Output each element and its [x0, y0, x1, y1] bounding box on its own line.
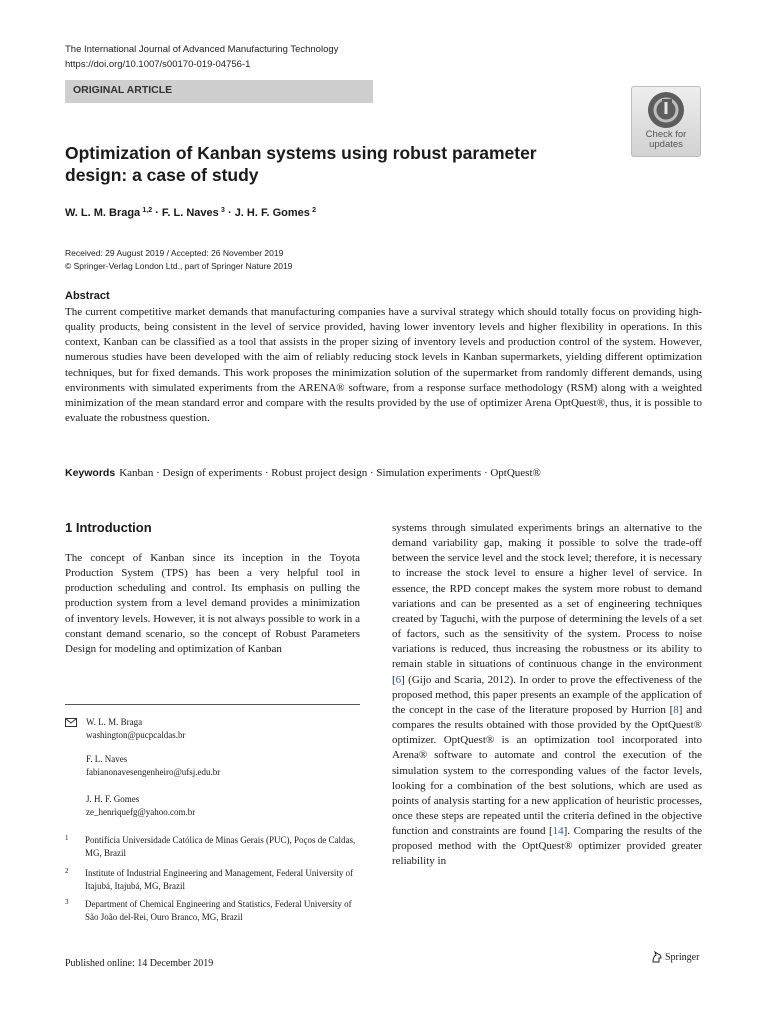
abstract-text: The current competitive market demands that manufacturing companies have a survival strategy which should totally focus on providing high-quality products, being consistent in the level of service provided, having lower inventory levels and higher flexibility in operations. In this context, Kanban can be classified as a tool that assists in the proper sizing of inventory levels and production control of the system. However, numerous studies have been developed with the aim of reliably reducing stock levels in Kanban supermarkets, yielding different optimization techniques, but for fixed demands. This work proposes the minimization solution of the supermarket from randomly different demands, using environments with simulated experiments from the ARENA® software, from a response surface methodology (RSM) along with a weighted minimization of the mean standard error and compare with the results provided by the use of optimizer Arena OptQuest®, thus, it is possible to evaluate the robustness question.	[65, 306, 702, 425]
author-affiliation-sup: 2	[312, 207, 316, 214]
footnote-divider	[65, 704, 360, 705]
correspondence-entry	[86, 753, 220, 779]
check-updates-line2: updates	[649, 139, 683, 150]
intro-left-column: The concept of Kanban since its inception in the Toyota Production System (TPS) has been a very helpful tool in production scheduling and control. Its emphasis on pulling the production system from a level demand provides a minimization of inventory levels. However, it is not always possible to work in a constant demand scenario, so the concept of Robust Parameters Design for modeling and optimization of Kanban	[65, 552, 360, 655]
intro-right-text: ] (Gijo and Scaria, 2012). In order to prove the effectiveness of the proposed method, this paper presents an example of the application of the concept in the case of the literature proposed by Hurrion [	[392, 673, 702, 716]
author-affiliation-sup: 3	[220, 207, 225, 214]
springer-logo	[651, 951, 699, 963]
correspondent-name: J. H. F. Gomes	[86, 794, 140, 804]
correspondent-name: W. L. M. Braga	[86, 717, 143, 727]
affiliation-text: Pontifícia Universidade Católica de Minas Gerais (PUC), Poços de Caldas, MG, Brazil	[85, 835, 356, 858]
author-separator: ·	[155, 207, 159, 219]
author-name[interactable]: W. L. M. Braga	[65, 207, 141, 219]
keywords	[65, 467, 702, 479]
paper-title	[65, 142, 565, 186]
check-for-updates-badge[interactable]	[631, 86, 701, 157]
envelope-icon	[65, 718, 77, 727]
intro-right-text: ]. Comparing the results of the proposed method with the OptQuest® optimizer provided greater reliability in	[392, 825, 702, 868]
correspondent-email[interactable]: ze_henriquefg@yahoo.com.br	[86, 807, 196, 817]
abstract-heading: Abstract	[65, 290, 110, 302]
correspondent-name: F. L. Naves	[86, 754, 128, 764]
citation-link[interactable]: 8	[673, 703, 679, 716]
doi-link[interactable]: https://doi.org/10.1007/s00170-019-04756-1	[65, 59, 251, 70]
copyright-line: © Springer-Verlag London Ltd., part of Springer Nature 2019	[65, 261, 293, 271]
correspondent-email[interactable]: fabianonavesengenheiro@ufsj.edu.br	[86, 767, 221, 777]
intro-right-text: ] and compares the results obtained with those provided by the OptQuest® optimizer. OptQuest® is an optimization tool incorporated into Arena® software to automate and control the execution of the simulation system to the corresponding values of the factor levels, looking for a combination of the best solutions, which are used as points of analysis starting for a new application of heuristic processes, once these steps are repeated until the criteria defined in the objective function and constraints are found [	[392, 703, 702, 838]
journal-name: The International Journal of Advanced Manufacturing Technology	[65, 44, 339, 55]
author-separator: ·	[227, 207, 232, 219]
citation-link[interactable]: 6	[395, 673, 402, 686]
correspondence-entry	[86, 793, 195, 819]
affiliation-number: 3	[65, 898, 69, 906]
intro-right-column	[392, 521, 702, 870]
correspondence-entry	[86, 716, 186, 742]
title-line-1: Optimization of Kanban systems using robust parameter	[65, 143, 537, 163]
author-list	[65, 207, 316, 219]
publisher-name: Springer	[665, 951, 700, 963]
published-date: Published online: 14 December 2019	[65, 958, 214, 969]
received-accepted: Received: 29 August 2019 / Accepted: 26 November 2019	[65, 248, 284, 258]
intro-right-text: systems through simulated experiments brings an alternative to the demand variability gap, making it possible to solve the trade-off between the service level and the stock level; therefore, it is necessary to increase the stock level to ensure a higher level of service. In essence, the RPD concept makes the system more robust to demand variations and can be presented as a set of engineering techniques created by Taguchi, with the purpose of determining the levels of a set of factors, such as the sensitivity of the system. Process to noise variations is reduced, thus increasing the robustness or its ability to remain stable in situations of continuous change in the environment [	[392, 522, 702, 686]
author-name[interactable]: J. H. F. Gomes	[234, 207, 310, 219]
journal-header	[65, 42, 338, 72]
check-updates-line1: Check for	[645, 129, 687, 140]
keywords-label: Keywords	[65, 467, 116, 479]
springer-horse-icon	[651, 951, 663, 963]
keywords-text: Kanban · Design of experiments · Robust project design · Simulation experiments · OptQuest®	[119, 467, 541, 479]
author-affiliation-sup: 1,2	[142, 207, 153, 214]
check-updates-icon	[646, 90, 686, 130]
author-name[interactable]: F. L. Naves	[161, 207, 219, 219]
article-dates	[65, 247, 292, 273]
correspondent-email[interactable]: washington@pucpcaldas.br	[86, 730, 186, 740]
affiliation-number: 2	[65, 867, 69, 875]
citation-link[interactable]: 14	[552, 825, 564, 838]
affiliation-text: Institute of Industrial Engineering and Management, Federal University of Itajubá, Itajubá, MG, Brazil	[85, 868, 354, 891]
article-type-banner: ORIGINAL ARTICLE	[65, 80, 373, 103]
title-line-2: design: a case of study	[65, 165, 259, 185]
affiliation-text: Department of Chemical Engineering and Statistics, Federal University of São João del-Rei, Ouro Branco, MG, Brazil	[85, 899, 352, 922]
affiliation-number: 1	[65, 834, 69, 842]
section-heading: 1 Introduction	[65, 520, 152, 535]
